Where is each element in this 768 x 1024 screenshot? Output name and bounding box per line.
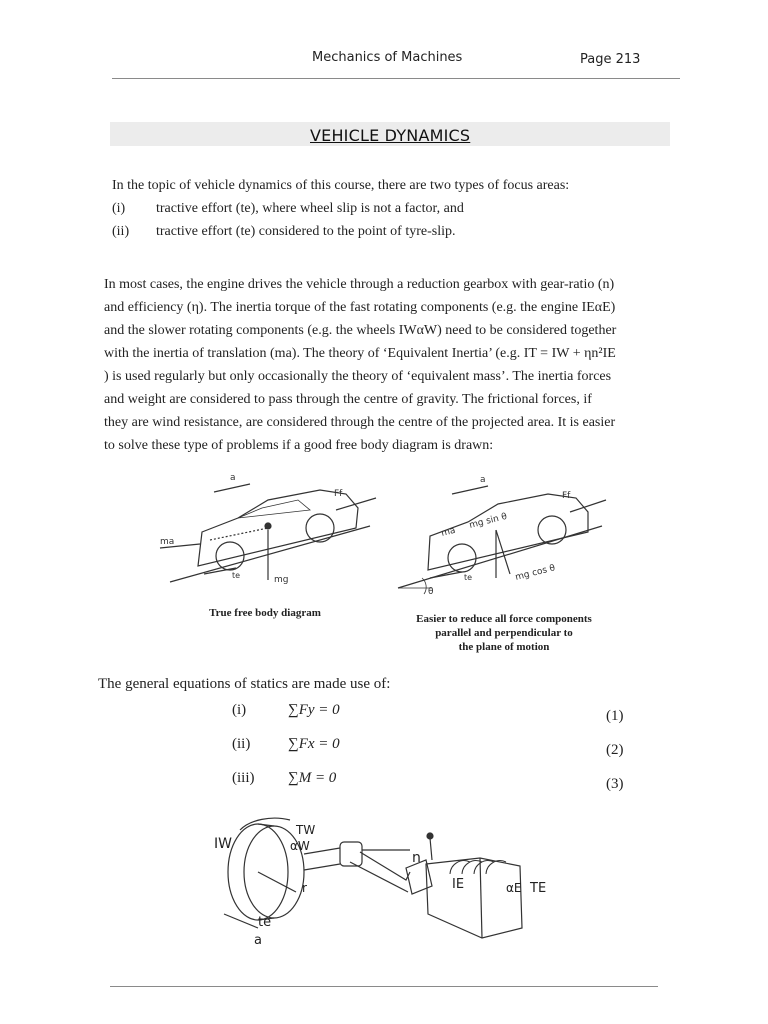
- fbd2-label-ff: Ff: [562, 491, 571, 501]
- eq1-number: (1): [606, 708, 624, 724]
- fbd2-label-ma: ma: [440, 525, 457, 539]
- header-book-title: Mechanics of Machines: [312, 50, 463, 65]
- engine-torque-arcs: [450, 861, 506, 874]
- fbd2-label-te: te: [464, 573, 473, 582]
- fbd1-front-wheel: [306, 514, 334, 542]
- label-tw: TW: [296, 823, 316, 837]
- fbd2-label-theta: θ: [428, 587, 434, 597]
- label-te-engine: TE: [530, 881, 547, 896]
- fbd2-ff-arrow: [570, 500, 606, 512]
- eq3-expression: ∑M = 0: [288, 770, 337, 786]
- drive-shaft: [360, 852, 410, 880]
- footer-rule: [110, 986, 658, 987]
- eq2-marker: (ii): [232, 736, 251, 752]
- intro-item-1-text: tractive effort (te), where wheel slip is not a factor, and: [156, 201, 464, 216]
- intro-item-2-marker: (ii): [112, 224, 130, 239]
- label-te: te: [258, 915, 272, 930]
- true-free-body-diagram: [150, 470, 390, 600]
- header-rule: [112, 78, 680, 79]
- drivetrain-diagram: [200, 800, 580, 950]
- paragraph-line-4: with the inertia of translation (ma). The theory of ‘Equivalent Inertia’ (e.g. IT = IW + ηn²IE: [104, 346, 616, 361]
- te-arrow: [224, 914, 258, 928]
- paragraph-line-7: they are wind resistance, are considered through the centre of the projected area. It is easier: [104, 415, 616, 430]
- fbd2-label-a: a: [480, 475, 486, 485]
- figure1-caption: True free body diagram: [209, 607, 321, 619]
- wheel-radius-line: [258, 872, 296, 892]
- paragraph-line-2: and efficiency (η). The inertia torque of the fast rotating components (e.g. the engine IEαE): [104, 300, 616, 315]
- fbd1-a-arrow: [214, 484, 250, 492]
- figure2-caption-line-1: Easier to reduce all force components: [416, 613, 592, 625]
- fbd2-front-wheel: [538, 516, 566, 544]
- eq3-marker: (iii): [232, 770, 255, 786]
- header-page-number: Page 213: [580, 52, 641, 67]
- statics-intro: The general equations of statics are made use of:: [98, 676, 391, 692]
- eq3-number: (3): [606, 776, 624, 792]
- label-aw: αW: [290, 839, 310, 853]
- eq2-expression: ∑Fx = 0: [288, 736, 340, 752]
- fbd2-a-arrow: [452, 486, 488, 494]
- label-ae: αE: [506, 881, 522, 895]
- gear-lever: [430, 838, 432, 860]
- paragraph-line-5: ) is used regularly but only occasionally the theory of ‘equivalent mass’. The inertia forces: [104, 369, 612, 384]
- intro-line: In the topic of vehicle dynamics of this course, there are two types of focus areas:: [112, 178, 570, 193]
- intro-item-1-marker: (i): [112, 201, 126, 216]
- fbd1-label-te: te: [232, 571, 241, 580]
- label-r: r: [302, 881, 307, 895]
- label-a: a: [254, 933, 262, 948]
- fbd2-rear-wheel: [448, 544, 476, 572]
- figure2-caption-line-3: the plane of motion: [458, 641, 550, 653]
- fbd2-label-mgsin: mg sin θ: [468, 511, 509, 531]
- eq1-marker: (i): [232, 702, 247, 718]
- paragraph-line-8: to solve these type of problems if a good free body diagram is drawn:: [104, 438, 494, 453]
- reduced-free-body-diagram: [392, 470, 622, 600]
- eq2-number: (2): [606, 742, 624, 758]
- label-n: n: [412, 850, 421, 866]
- eq1-expression: ∑Fy = 0: [288, 702, 340, 718]
- fbd1-label-mg: mg: [274, 575, 289, 585]
- label-ie: IE: [452, 877, 465, 892]
- paragraph-line-6: and weight are considered to pass through the centre of gravity. The frictional forces, if: [104, 392, 592, 407]
- fbd2-label-mgcos: mg cos θ: [514, 563, 557, 583]
- fbd1-label-ff: Ff: [334, 489, 343, 499]
- label-iw: IW: [214, 836, 232, 852]
- page-title: VEHICLE DYNAMICS: [310, 126, 471, 145]
- figure2-caption-line-2: parallel and perpendicular to: [435, 627, 573, 639]
- fbd1-ff-arrow: [336, 498, 376, 510]
- intro-item-2-text: tractive effort (te) considered to the point of tyre-slip.: [156, 224, 456, 239]
- fbd2-mgcos-line: [496, 530, 510, 574]
- engine-block: [426, 858, 522, 938]
- paragraph-line-3: and the slower rotating components (e.g. the wheels IWαW) need to be considered together: [104, 323, 617, 338]
- paragraph-line-1: In most cases, the engine drives the vehicle through a reduction gearbox with gear-ratio (n): [104, 277, 615, 292]
- fbd1-label-ma: ma: [160, 537, 175, 547]
- fbd1-label-a: a: [230, 473, 236, 483]
